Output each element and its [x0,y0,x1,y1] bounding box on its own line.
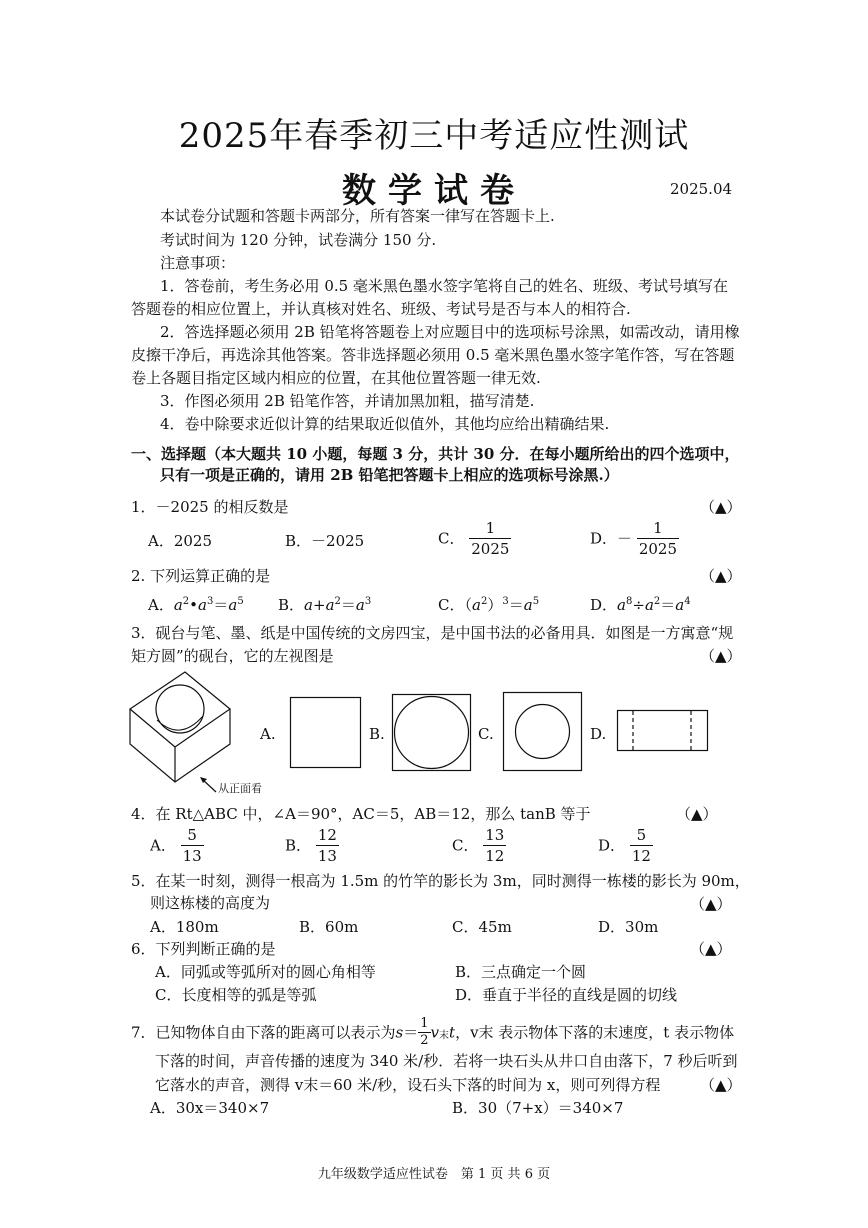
q1-answer-mark: （▲） [700,498,742,516]
q2-answer-mark: （▲） [700,567,742,585]
q4-option-d: D． $\frac{5}{12}$ [598,826,651,865]
intro-line-1: 本试卷分试题和答题卡两部分，所有答案一律写在答题卡上. [160,207,555,225]
q1-stem: 1．－2025 的相反数是 [131,498,289,516]
notice-heading: 注意事项： [160,254,236,272]
q2-stem: 2. 下列运算正确的是 [131,567,271,585]
q4-answer-mark: （▲） [676,805,718,823]
inkstone-3d-figure [130,672,260,782]
q4-option-b: B． $\frac{12}{13}$ [285,826,337,865]
q6-answer-mark: （▲） [690,940,732,958]
q5-option-a: A．180m [150,918,219,936]
q7-stem-3: 它落水的声音，测得 v末＝60 米/秒，设石头下落的时间为 x，则可列得方程 [155,1076,661,1094]
q4-option-c: C． $\frac{13}{12}$ [452,826,505,865]
exam-date: 2025.04 [670,180,733,198]
q3-answer-mark: （▲） [700,647,742,665]
q5-option-d: D．30m [598,918,659,936]
q3-stem-2: 矩方圆”的砚台，它的左视图是 [131,647,334,665]
q5-option-c: C．45m [452,918,512,936]
notice-2c: 卷上各题目指定区域内相应的位置，在其他位置答题一律无效. [131,369,541,387]
q7-answer-mark: （▲） [700,1076,742,1094]
q5-option-b: B．60m [299,918,359,936]
q3-option-c-label: C. [478,725,494,743]
q6-option-c: C．长度相等的弧是等弧 [155,986,317,1004]
q1-option-d: D．－ $\frac{1}{2025}$ [590,519,677,558]
q6-option-d: D．垂直于半径的直线是圆的切线 [455,986,678,1004]
q7-stem-1: 7．已知物体自由下落的距离可以表示为s＝ $\frac{1}{2}$ $v_末t$，v末 表示物体下落的末速度，t 表示物体 [131,1016,735,1048]
notice-1a: 1．答卷前，考生务必用 0.5 毫米黑色墨水签字笔将自己的姓名、班级、考试号填写在 [160,277,728,295]
notice-4: 4．卷中除要求近似计算的结果取近似值外，其他均应给出精确结果. [160,415,610,433]
q4-option-a: A． $\frac{5}{13}$ [150,826,202,865]
q3-option-c-figure [503,692,583,772]
q2-option-b: B．$a+a^2=a^3$ [278,596,372,614]
view-direction-label: 从正面看 [218,782,262,795]
q7-option-b: B．30（7+x）＝340×7 [452,1099,624,1117]
q1-option-a: A．2025 [148,532,213,550]
section-heading-1: 一、选择题（本大题共 10 小题，每题 3 分，共计 30 分．在每小题所给出的四个选项中， [131,445,740,463]
q3-stem-1: 3．砚台与笔、墨、纸是中国传统的文房四宝，是中国书法的必备用具．如图是一方寓意“规 [131,624,734,642]
q5-stem-1: 5．在某一时刻，测得一根高为 1.5m 的竹竿的影长为 3m，同时测得一栋楼的影长为 90m， [131,872,750,890]
q6-option-b: B．三点确定一个圆 [455,963,587,981]
page-subtitle: 数学试卷 [342,171,526,211]
q6-option-a: A．同弧或等弧所对的圆心角相等 [155,963,376,981]
q5-stem-2: 则这栋楼的高度为 [150,894,271,912]
q6-stem: 6．下列判断正确的是 [131,940,276,958]
q2-option-c: C．$(a^2)^3=a^5$ [438,596,540,614]
q3-option-b-label: B. [369,725,385,743]
notice-1b: 答题卷的相应位置上，并认真核对姓名、班级、考试号是否与本人的相符合. [131,300,631,318]
q3-option-d-label: D. [590,725,607,743]
q4-stem: 4．在 Rt△ABC 中，∠A＝90°，AC＝5，AB＝12，那么 tanB 等于 [131,805,591,823]
intro-line-2: 考试时间为 120 分钟，试卷满分 150 分. [160,231,437,249]
q7-stem-2: 下落的时间，声音传播的速度为 340 米/秒．若将一块石头从井口自由落下，7 秒后听到 [155,1052,738,1070]
q3-option-a-figure [290,697,362,769]
q2-option-a: A．$a^2•a^3=a^5$ [148,596,244,614]
notice-2b: 皮擦干净后，再选涂其他答案。答非选择题必须用 0.5 毫米黑色墨水签字笔作答，写在答题 [131,346,735,364]
page-footer: 九年级数学适应性试卷 第 1 页 共 6 页 [317,1167,551,1182]
section-heading-2: 只有一项是正确的，请用 2B 铅笔把答题卡上相应的选项标号涂黑.） [160,466,619,484]
notice-3: 3．作图必须用 2B 铅笔作答，并请加黑加粗，描写清楚. [160,392,535,410]
q3-option-b-figure [392,694,472,772]
q7-option-a: A．30x＝340×7 [150,1099,270,1117]
q3-option-d-figure [617,710,709,752]
q5-answer-mark: （▲） [690,895,732,913]
notice-2a: 2．答选择题必须用 2B 铅笔将答题卷上对应题目中的选项标号涂黑，如需改动，请用橡 [160,323,740,341]
q3-option-a-label: A. [260,725,276,743]
page-title: 2025年春季初三中考适应性测试 [178,116,690,156]
q2-option-d: D．$a^8\div a^2=a^4$ [590,596,691,614]
view-direction-arrow-icon [198,776,218,796]
q1-option-c: C． $\frac{1}{2025}$ [438,519,510,558]
q1-option-b: B．－2025 [285,532,365,550]
